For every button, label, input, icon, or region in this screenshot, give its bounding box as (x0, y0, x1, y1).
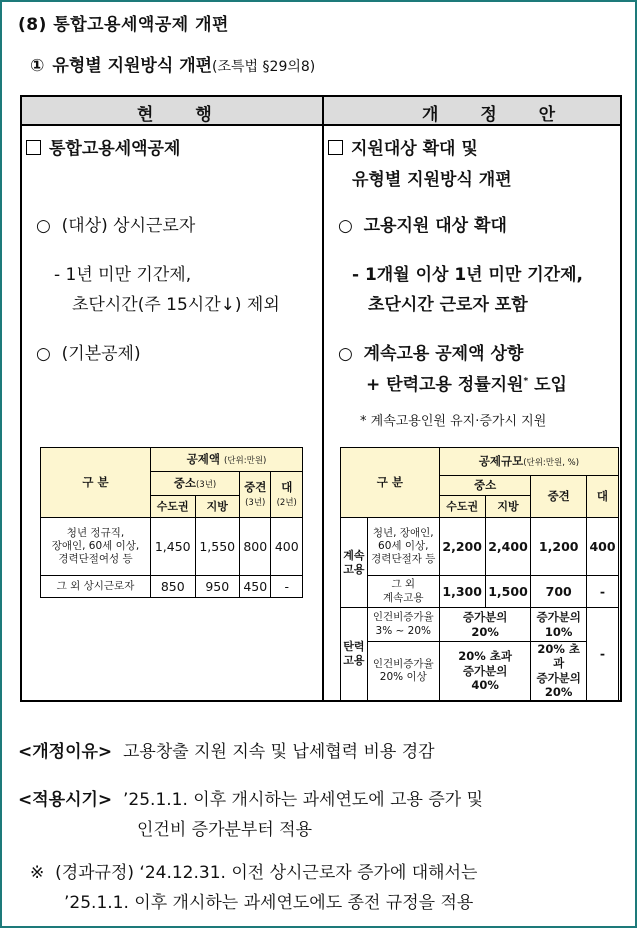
lt-row1-region: 1,550 (195, 518, 240, 576)
rt-scale: 공제규모(단위:만원, %) (439, 448, 618, 476)
revised-continue: ○ 계속고용 공제액 상향 (338, 344, 524, 364)
revised-expand: ○ 고용지원 대상 확대 (338, 216, 507, 236)
transition-text-1: (경과규정) ‘24.12.31. 이전 상시근로자 증가에 대해서는 (55, 863, 478, 883)
rt-r1-mid: 1,200 (531, 518, 587, 576)
revised-expand-detail-2: 초단시간 근로자 포함 (368, 295, 528, 315)
lt-amount: 공제액 (단위:만원) (151, 448, 303, 472)
rt-r2-metro: 1,300 (439, 576, 485, 608)
item-number: ① (30, 56, 45, 76)
lt-row1-metro: 1,450 (151, 518, 196, 576)
rt-gubun: 구 분 (341, 448, 440, 518)
rt-r2-label: 그 외 계속고용 (367, 576, 439, 608)
lt-row1-large: 400 (271, 518, 303, 576)
current-target: ○ (대상) 상시근로자 (36, 216, 196, 236)
reason-text: 고용창출 지원 지속 및 납세협력 비용 경감 (123, 742, 435, 762)
current-target-detail-1: - 1년 미만 기간제, (54, 265, 192, 285)
table-row (41, 518, 303, 576)
rt-r2-mid: 700 (531, 576, 587, 608)
lt-region: 지방 (195, 496, 240, 518)
revised-expand-detail-1: - 1개월 이상 1년 미만 기간제, (352, 265, 583, 285)
lt-gubun: 구 분 (41, 448, 151, 518)
table-row (341, 642, 619, 701)
transition-text-2: ’25.1.1. 이후 개시하는 과세연도에도 종전 규정을 적용 (64, 893, 474, 913)
revised-box-item: 지원대상 확대 및 (328, 134, 478, 159)
column-divider (322, 97, 324, 700)
comparison-table (20, 95, 622, 702)
sub-title-ref: (조특법 §29의8) (212, 59, 316, 75)
rt-metro: 수도권 (439, 496, 485, 518)
rt-sme: 중소 (439, 476, 531, 496)
rt-group1: 계속고용 (341, 518, 368, 608)
rt-r1-region: 2,400 (485, 518, 531, 576)
lt-row2-region: 950 (195, 576, 240, 598)
table-row (41, 576, 303, 598)
section-title: (8) 통합고용세액공제 개편 (18, 15, 229, 35)
revised-flex: + 탄력고용 정률지원* 도입 (366, 375, 567, 395)
current-deduction-table (40, 447, 303, 598)
rt-large: 대 (586, 476, 618, 518)
lt-metro: 수도권 (151, 496, 196, 518)
sub-title (30, 51, 315, 76)
rt-r4-sme: 20% 초과 증가분의 40% (439, 642, 531, 701)
apply-line (18, 785, 483, 810)
revised-footnote: * 계속고용인원 유지·증가시 지원 (360, 414, 547, 429)
note-mark: ※ (30, 863, 45, 883)
rt-r3-sme: 증가분의 20% (439, 608, 531, 642)
lt-row2-large: - (271, 576, 303, 598)
table-row (341, 576, 619, 608)
rt-r4-label: 인건비증가율 20% 이상 (367, 642, 439, 701)
checkbox-icon (328, 140, 343, 155)
table-header (22, 97, 620, 126)
rt-group2: 탄력고용 (341, 608, 368, 701)
lt-row2-mid: 450 (240, 576, 271, 598)
revised-deduction-table (340, 447, 619, 701)
rt-region: 지방 (485, 496, 531, 518)
lt-sme: 중소(3년) (151, 472, 240, 496)
apply-text-1: ’25.1.1. 이후 개시하는 과세연도에 고용 증가 및 (123, 790, 484, 810)
lt-row1-label: 청년 정규직, 장애인, 60세 이상, 경력단절여성 등 (41, 518, 151, 576)
rt-r1-large: 400 (586, 518, 618, 576)
rt-r34-large: - (586, 608, 618, 701)
rt-r3-mid: 증가분의 10% (531, 608, 587, 642)
rt-r2-region: 1,500 (485, 576, 531, 608)
lt-row2-metro: 850 (151, 576, 196, 598)
revised-box-item-2: 유형별 지원방식 개편 (352, 170, 512, 190)
reason-label: <개정이유> (18, 742, 113, 762)
header-revised: 개 정 안 (422, 105, 574, 125)
apply-text-2: 인건비 증가분부터 적용 (137, 820, 313, 840)
rt-r3-label: 인건비증가율 3% ~ 20% (367, 608, 439, 642)
rt-r4-mid: 20% 초과 증가분의 20% (531, 642, 587, 701)
table-row (341, 608, 619, 642)
current-box-item: 통합고용세액공제 (26, 134, 180, 159)
rt-r1-label: 청년, 장애인, 60세 이상, 경력단절자 등 (367, 518, 439, 576)
reason-line (18, 737, 435, 762)
current-basic: ○ (기본공제) (36, 344, 141, 364)
current-target-detail-2: 초단시간(주 15시간↓) 제외 (72, 295, 280, 315)
lt-large: 대 (2년) (271, 472, 303, 518)
sub-title-main: 유형별 지원방식 개편 (52, 56, 213, 76)
transition-line (30, 858, 477, 883)
lt-mid: 중견 (3년) (240, 472, 271, 518)
rt-mid: 중견 (531, 476, 587, 518)
checkbox-icon (26, 140, 41, 155)
rt-r1-metro: 2,200 (439, 518, 485, 576)
lt-row2-label: 그 외 상시근로자 (41, 576, 151, 598)
lt-row1-mid: 800 (240, 518, 271, 576)
header-current: 현 행 (137, 105, 230, 125)
rt-r2-large: - (586, 576, 618, 608)
table-row (341, 518, 619, 576)
apply-label: <적용시기> (18, 790, 113, 810)
